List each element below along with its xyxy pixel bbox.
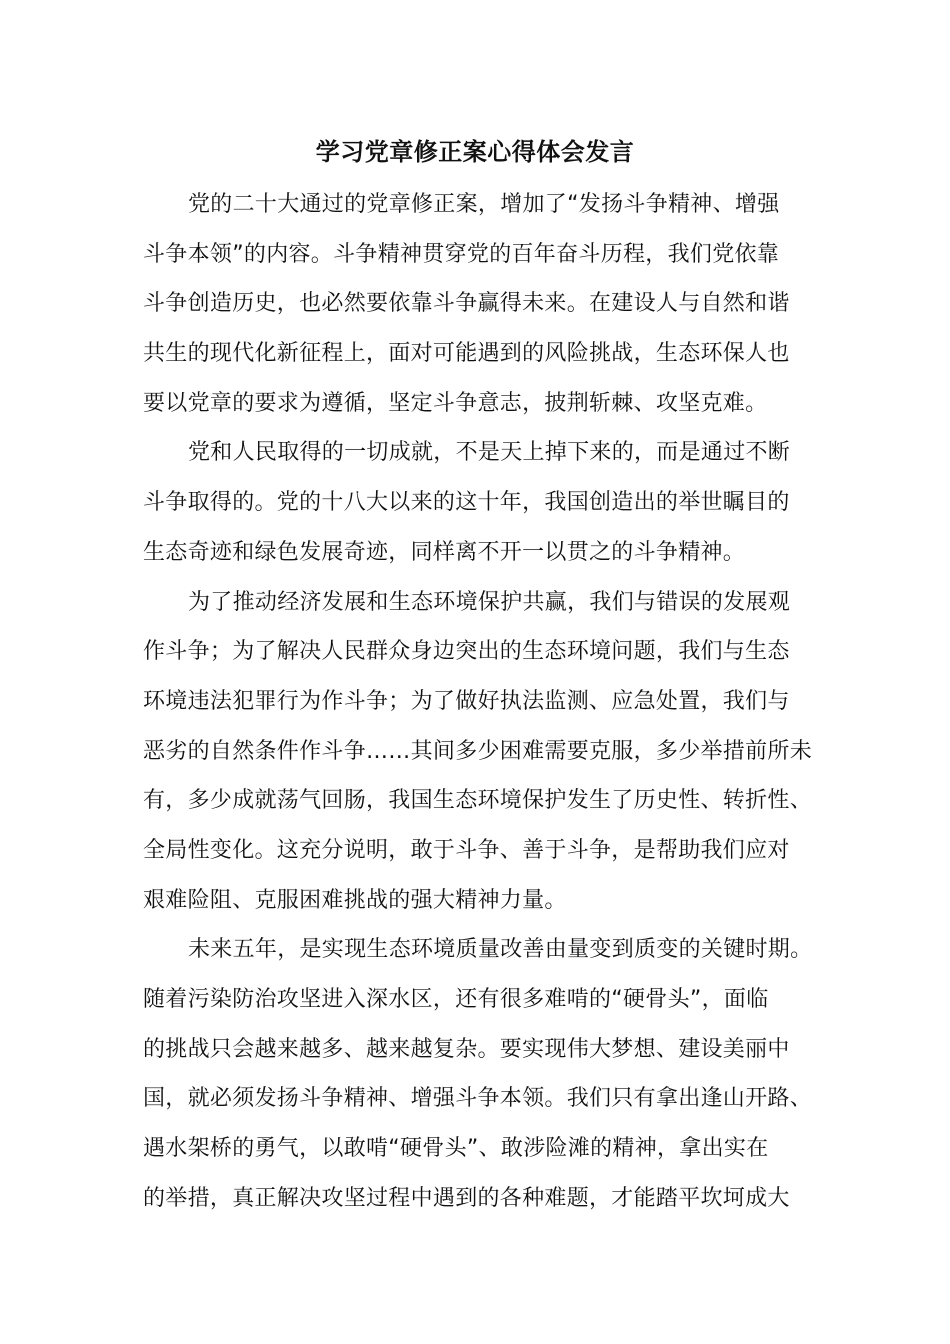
text-line: 遇水架桥的勇气，以敢啃“硬骨头”、敢涉险滩的精神，拿出实在 (143, 1136, 769, 1162)
text-line: 国，就必须发扬斗争精神、增强斗争本领。我们只有拿出逢山开路、 (143, 1086, 813, 1112)
text-line: 要以党章的要求为遵循，坚定斗争意志，披荆斩棘、攻坚克难。 (143, 390, 768, 416)
paragraph-3 (143, 578, 815, 926)
text-line: 共生的现代化新征程上，面对可能遇到的风险挑战，生态环保人也 (143, 341, 790, 367)
text-line: 有，多少成就荡气回肠，我国生态环境保护发生了历史性、转折性、 (143, 788, 813, 814)
text-line: 全局性变化。这充分说明，敢于斗争、善于斗争，是帮助我们应对 (143, 837, 790, 863)
text-line: 恶劣的自然条件作斗争……其间多少困难需要克服，多少举措前所未 (143, 738, 813, 764)
text-line: 作斗争；为了解决人民群众身边突出的生态环境问题，我们与生态 (143, 639, 790, 665)
text-line: 生态奇迹和绿色发展奇迹，同样离不开一以贯之的斗争精神。 (143, 539, 746, 565)
text-line: 未来五年，是实现生态环境质量改善由量变到质变的关键时期。 (188, 937, 813, 963)
document-title: 学习党章修正案心得体会发言 (315, 138, 635, 166)
text-line: 党的二十大通过的党章修正案，增加了“发扬斗争精神、增强 (188, 192, 780, 217)
text-line: 斗争本领”的内容。斗争精神贯穿党的百年奋斗历程，我们党依靠 (143, 241, 780, 267)
paragraph-4 (143, 925, 815, 1223)
text-line: 艰难险阻、克服困难挑战的强大精神力量。 (143, 887, 567, 913)
paragraph-2 (143, 428, 815, 577)
text-line: 随着污染防治攻坚进入深水区，还有很多难啃的“硬骨头”，面临 (143, 987, 769, 1012)
text-line: 为了推动经济发展和生态环境保护共赢，我们与错误的发展观 (188, 589, 791, 615)
text-line: 斗争创造历史，也必然要依靠斗争赢得未来。在建设人与自然和谐 (143, 291, 790, 317)
paragraph-1 (143, 180, 815, 428)
text-line: 的挑战只会越来越多、越来越复杂。要实现伟大梦想、建设美丽中 (143, 1036, 790, 1062)
text-line: 斗争取得的。党的十八大以来的这十年，我国创造出的举世瞩目的 (143, 490, 790, 516)
text-line: 环境违法犯罪行为作斗争；为了做好执法监测、应急处置，我们与 (143, 688, 790, 714)
text-line: 党和人民取得的一切成就，不是天上掉下来的，而是通过不断 (188, 440, 791, 466)
document-body (143, 180, 815, 1223)
text-line: 的举措，真正解决攻坚过程中遇到的各种难题，才能踏平坎坷成大 (143, 1185, 790, 1211)
